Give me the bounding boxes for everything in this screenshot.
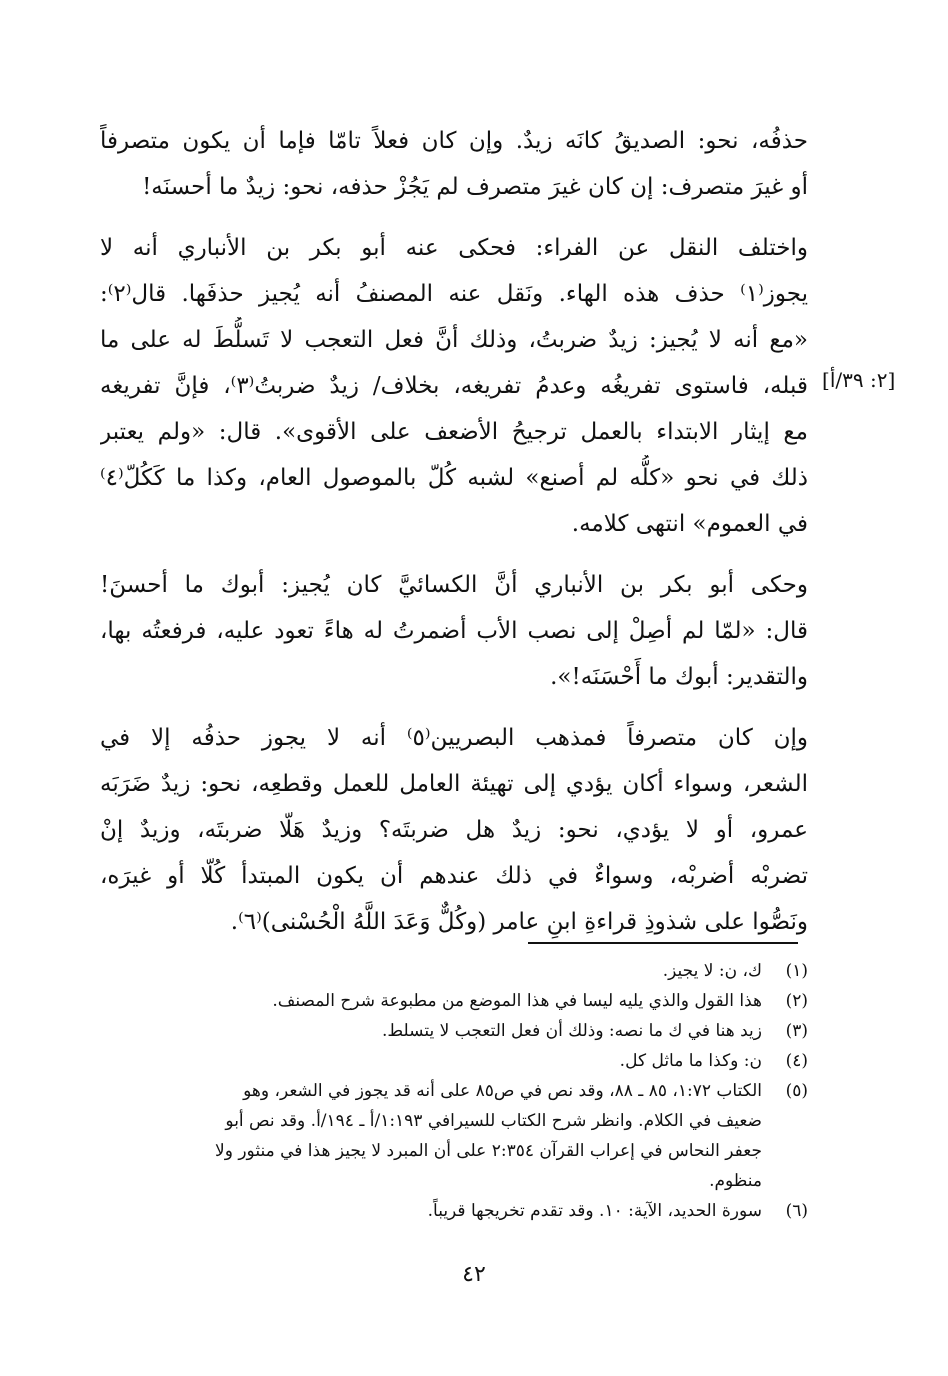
- text-line: وإن كان متصرفاً فمذهب البصريين⁽٥⁾ أنه لا يجوز حذفُه إلا في: [100, 725, 808, 751]
- footnote-number: (١): [785, 961, 808, 981]
- footnote-number: (٣): [785, 1021, 808, 1041]
- text-line: حذفُه، نحو: الصديقُ كانَه زيدٌ. وإن كان فعلاً تامّا فإما أن يكون متصرفاً: [100, 128, 808, 154]
- text-line: الشعر، وسواء أكان يؤدي إلى تهيئة العامل للعمل وقطعِه، نحو: زيدٌ ضَرَبَه: [100, 771, 808, 797]
- text-line: تضربْه أضربْه، وسواءٌ في ذلك عندهم أن يكون المبتدأ كُلّا أو غيرَه،: [100, 863, 808, 889]
- footnote: [100, 956, 808, 986]
- text-line: قال: «لمّا لم أصِلْ إلى نصب الأب أضمرتُ له هاءً تعود عليه، فرفعتُه بها،: [100, 618, 808, 644]
- footnote-text: ضعيف في الكلام. وانظر شرح الكتاب للسيرافي ١:١٩٣/أ ـ ١٩٤/أ. وقد نص أبو: [225, 1111, 762, 1131]
- footnote: [100, 1196, 808, 1226]
- text-line: يجوز⁽١⁾ حذف هذه الهاء. ونَقل عنه المصنفُ أنه يُجيز حذفَها. قال⁽٢⁾:: [100, 281, 808, 307]
- footnote-text: الكتاب ١:٧٢، ٨٥ ـ ٨٨، وقد نص في ص٨٥ على أنه قد يجوز في الشعر، وهو: [243, 1081, 762, 1101]
- footnote-separator: [528, 942, 798, 944]
- paragraph: [100, 225, 808, 547]
- footnote: [100, 1016, 808, 1046]
- footnote-text: ك، ن: لا يجيز.: [662, 961, 762, 981]
- footnote-number: (٢): [785, 991, 808, 1011]
- text-line: في العموم» انتهى كلامه.: [571, 511, 808, 537]
- paragraph: [100, 715, 808, 945]
- text-line: ونَصُّوا على شذوذِ قراءةِ ابنِ عامر (وكُلٌّ وَعَدَ اللَّهُ الْحُسْنى)⁽٦⁾.: [230, 909, 808, 935]
- text-line: واختلف النقل عن الفراء: فحكى عنه أبو بكر بن الأنباري أنه لا: [100, 235, 808, 261]
- paragraph: [100, 118, 808, 210]
- text-line: «مع أنه لا يُجيز: زيدٌ ضربتُ، وذلك أنَّ فعل التعجب لا تَسلُّطَ له على ما: [100, 327, 808, 353]
- footnote: [100, 1076, 808, 1196]
- text-line: قبله، فاستوى تفريغُه وعدمُ تفريغه، بخلاف/ زيدٌ ضربتُ⁽٣⁾، فإنَّ تفريغه: [100, 373, 808, 399]
- text-line: والتقدير: أبوك ما أَحْسَنَه!».: [550, 664, 808, 690]
- footnote-text: هذا القول والذي يليه ليسا في هذا الموضع من مطبوعة شرح المصنف.: [272, 991, 762, 1011]
- text-line: مع إيثار الابتداء بالعمل ترجيحُ الأضعف على الأقوى». قال: «ولم يعتبر: [100, 419, 808, 445]
- footnote: [100, 986, 808, 1016]
- footnote-text: منظوم.: [709, 1171, 762, 1191]
- text-line: أو غيرَ متصرف: إن كان غيرَ متصرف لم يَجُزْ حذفه، نحو: زيدٌ ما أحسنَه!: [142, 174, 808, 200]
- footnote-text: ن: وكذا ما ماثل كل.: [619, 1051, 762, 1071]
- text-line: وحكى أبو بكر بن الأنباري أنَّ الكسائيَّ كان يُجيز: أبوك ما أحسنَ!: [100, 572, 808, 598]
- footnote-number: (٥): [785, 1081, 808, 1101]
- footnote-number: (٦): [785, 1201, 808, 1221]
- footnote-number: (٤): [785, 1051, 808, 1071]
- text-line: ذلك في نحو «كلُّه لم أصنع» لشبه كُلّ بالموصول العام، وكذا ما كَكُلّ⁽٤⁾: [100, 465, 808, 491]
- footnote-text: جعفر النحاس في إعراب القرآن ٢:٣٥٤ على أن المبرد لا يجيز هذا في منثور ولا: [215, 1141, 762, 1161]
- paragraph: [100, 562, 808, 700]
- text-line: عمرو، أو لا يؤدي، نحو: زيدٌ هل ضربتَه؟ وزيدٌ هَلّا ضربتَه، وزيدٌ إنْ: [100, 817, 808, 843]
- page-number: ٤٢: [462, 1262, 486, 1287]
- footnote: [100, 1046, 808, 1076]
- footnote-text: سورة الحديد، الآية: ١٠. وقد تقدم تخريجها قريباً.: [427, 1201, 762, 1221]
- manuscript-folio-marker: [٢: ٣٩/أ]: [822, 368, 896, 392]
- footnote-text: زيد هنا في ك ما نصه: وذلك أن فعل التعجب لا يتسلط.: [382, 1021, 762, 1041]
- main-text: [100, 118, 808, 945]
- footnotes: [100, 956, 808, 1226]
